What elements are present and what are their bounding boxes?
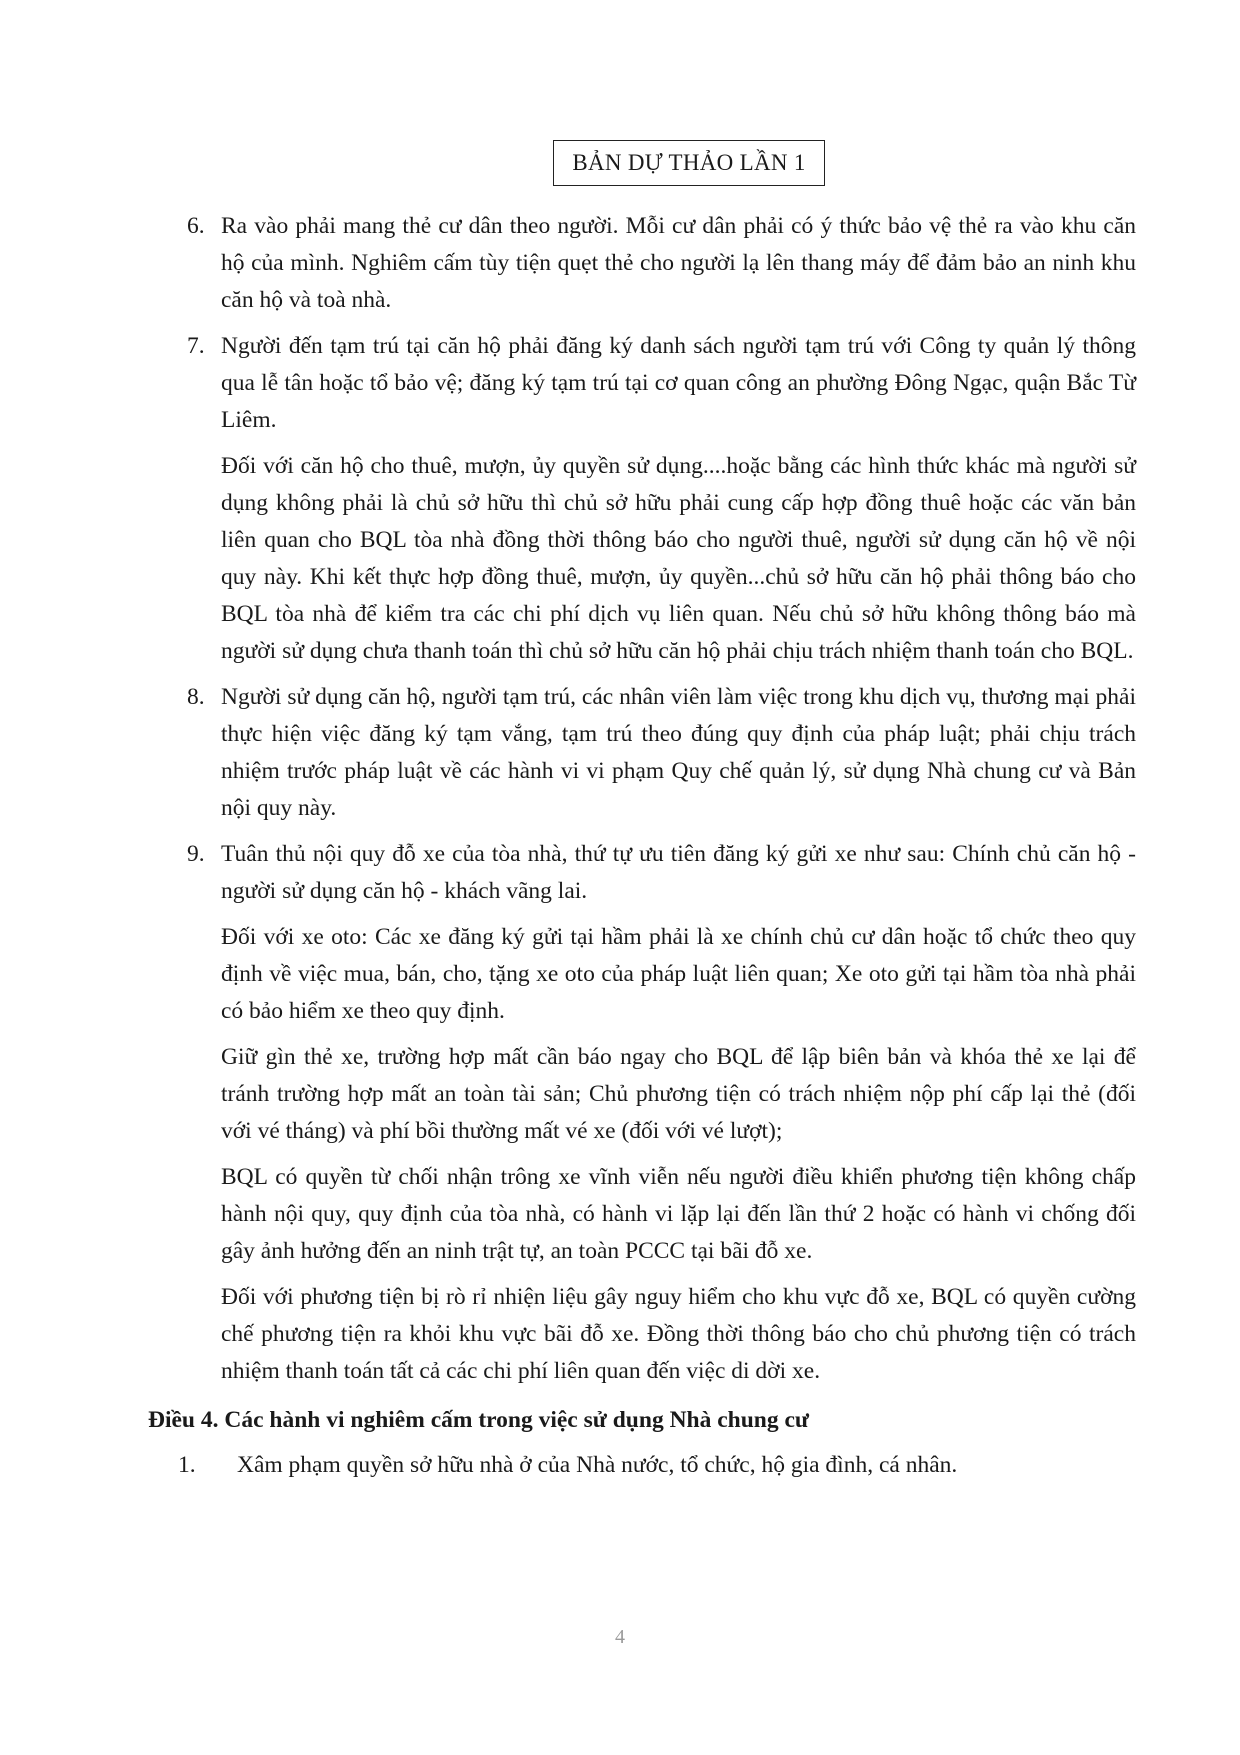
parking-car-paragraph: Đối với xe oto: Các xe đăng ký gửi tại hầm phải là xe chính chủ cư dân hoặc tổ chức theo quy định về việc mua, bán, cho, tặng xe oto của pháp luật liên quan; Xe oto gửi tại hầm tòa nhà phải có bảo hiểm xe theo quy định. (221, 924, 1136, 1024)
list-item-9 (187, 836, 1136, 910)
item-text: Xâm phạm quyền sở hữu nhà ở của Nhà nước, tổ chức, hộ gia đình, cá nhân. (237, 1452, 958, 1478)
draft-label-box (553, 140, 825, 186)
parking-card-paragraph: Giữ gìn thẻ xe, trường hợp mất cần báo ngay cho BQL để lập biên bản và khóa thẻ xe lại để tránh trường hợp mất an toàn tài sản; Chủ phương tiện có trách nhiệm nộp phí cấp lại thẻ (đối với vé tháng) và phí bồi thường mất vé xe (đối với vé lượt); (221, 1044, 1136, 1144)
parking-leak-paragraph: Đối với phương tiện bị rò rỉ nhiện liệu gây nguy hiểm cho khu vực đỗ xe, BQL có quyền cường chế phương tiện ra khỏi khu vực bãi đỗ xe. Đồng thời thông báo cho chủ phương tiện có trách nhiệm thanh toán tất cả các chi phí liên quan đến việc di dời xe. (221, 1284, 1136, 1384)
item-number: 9. (187, 841, 205, 867)
item-text: Người sử dụng căn hộ, người tạm trú, các nhân viên làm việc trong khu dịch vụ, thương mại phải thực hiện việc đăng ký tạm vắng, tạm trú theo đúng quy định của pháp luật; phải chịu trách nhiệm trước pháp luật về các hành vi vi phạm Quy chế quản lý, sử dụng Nhà chung cư và Bản nội quy này. (221, 684, 1136, 821)
draft-label: BẢN DỰ THẢO LẦN 1 (572, 150, 806, 175)
document-body (148, 208, 1136, 1484)
item-number: 7. (187, 333, 205, 359)
item-text: Ra vào phải mang thẻ cư dân theo người. Mỗi cư dân phải có ý thức bảo vệ thẻ ra vào khu căn hộ của mình. Nghiêm cấm tùy tiện quẹt thẻ cho người lạ lên thang máy để đảm bảo an ninh khu căn hộ và toà nhà. (221, 213, 1136, 313)
item-text: Tuân thủ nội quy đỗ xe của tòa nhà, thứ tự ưu tiên đăng ký gửi xe như sau: Chính chủ căn hộ - người sử dụng căn hộ - khách vãng lai. (221, 841, 1136, 904)
item-text: Người đến tạm trú tại căn hộ phải đăng ký danh sách người tạm trú với Công ty quản lý thông qua lễ tân hoặc tổ bảo vệ; đăng ký tạm trú tại cơ quan công an phường Đông Ngạc, quận Bắc Từ Liêm. (221, 333, 1136, 433)
list-item-6 (187, 208, 1136, 319)
list-item-7 (187, 328, 1136, 439)
item-number: 6. (187, 213, 205, 239)
item-number: 8. (187, 684, 205, 710)
page-number: 4 (615, 1626, 625, 1648)
item-number: 1. (178, 1452, 196, 1478)
parking-refusal-paragraph: BQL có quyền từ chối nhận trông xe vĩnh viễn nếu người điều khiển phương tiện không chấp hành nội quy, quy định của tòa nhà, có hành vi lặp lại đến lần thứ 2 hoặc có hành vi chống đối gây ảnh hưởng đến an ninh trật tự, an toàn PCCC tại bãi đỗ xe. (221, 1164, 1136, 1264)
rental-paragraph: Đối với căn hộ cho thuê, mượn, ủy quyền sử dụng....hoặc bằng các hình thức khác mà người sử dụng không phải là chủ sở hữu thì chủ sở hữu phải cung cấp hợp đồng thuê hoặc các văn bản liên quan cho BQL tòa nhà đồng thời thông báo cho người thuê, người sử dụng căn hộ về nội quy này. Khi kết thực hợp đồng thuê, mượn, ủy quyền...chủ sở hữu căn hộ phải thông báo cho BQL tòa nhà để kiểm tra các chi phí dịch vụ liên quan. Nếu chủ sở hữu không thông báo mà người sử dụng chưa thanh toán thì chủ sở hữu căn hộ phải chịu trách nhiệm thanh toán cho BQL. (221, 453, 1136, 664)
article-4-item-1 (178, 1447, 1136, 1484)
list-item-8 (187, 679, 1136, 827)
article-4-heading: Điều 4. Các hành vi nghiêm cấm trong việc sử dụng Nhà chung cư (148, 1407, 810, 1433)
